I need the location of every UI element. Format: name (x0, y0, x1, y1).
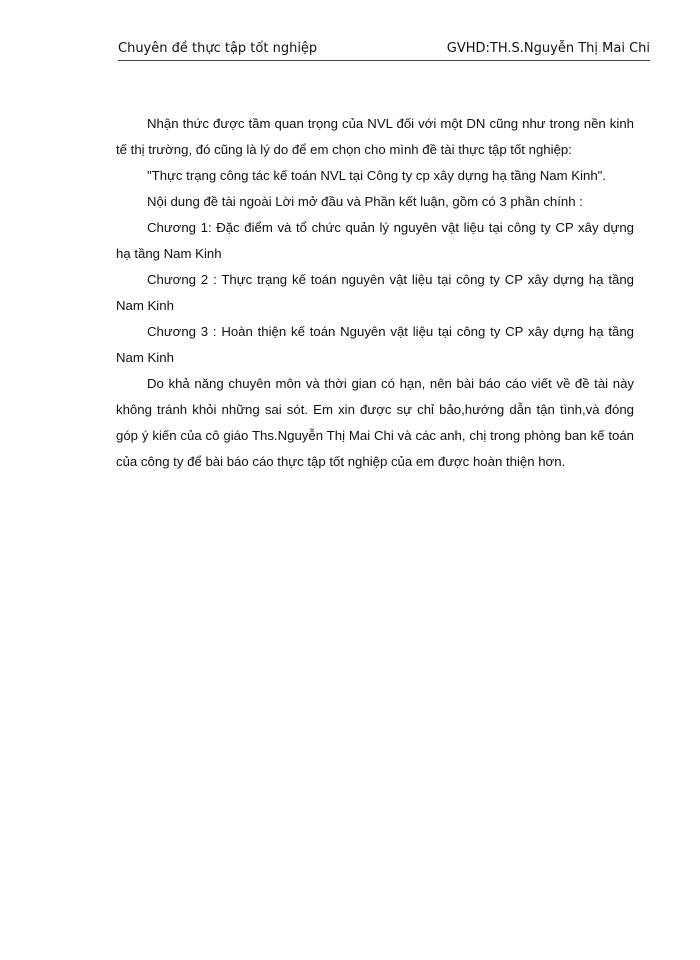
paragraph-chapter-2: Chương 2 : Thực trạng kế toán nguyên vật liệu tại công ty CP xây dựng hạ tầng Nam Kinh (116, 272, 634, 313)
paragraph-closing: Do khả năng chuyên môn và thời gian có hạn, nên bài báo cáo viết về đề tài này không tránh khỏi những sai sót. Em xin được sự chỉ bảo,hướng dẫn tận tình,và đóng góp ý kiến của cô giáo Ths.Nguyễn Thị Mai Chi và các anh, chị trong phòng ban kế toán của công ty để bài báo cáo thực tập tốt nghiệp của em được hoàn thiện hơn. (116, 376, 634, 469)
paragraph-outline: Nội dung đề tài ngoài Lời mở đầu và Phần kết luận, gồm có 3 phần chính : (147, 194, 583, 209)
paragraph-chapter-1: Chương 1: Đặc điểm và tổ chức quản lý nguyên vật liệu tại công ty CP xây dựng hạ tầng Nam Kinh (116, 220, 634, 261)
page-header (118, 38, 650, 61)
paragraph-chapter-3: Chương 3 : Hoàn thiện kế toán Nguyên vật liệu tại công ty CP xây dựng hạ tầng Nam Kinh (116, 324, 634, 365)
header-title: Chuyên đề thực tập tốt nghiệp (118, 41, 318, 56)
paragraph-intro: Nhận thức được tầm quan trọng của NVL đối với một DN cũng như trong nền kinh tế thị trường, đó cũng là lý do để em chọn cho mình đề tài thực tập tốt nghiệp: (116, 116, 634, 157)
header-advisor: GVHD:TH.S.Nguyễn Thị Mai Chi (446, 41, 650, 56)
paragraph-topic: "Thực trạng công tác kế toán NVL tại Công ty cp xây dựng hạ tầng Nam Kinh". (147, 168, 607, 183)
document-body (116, 111, 634, 475)
